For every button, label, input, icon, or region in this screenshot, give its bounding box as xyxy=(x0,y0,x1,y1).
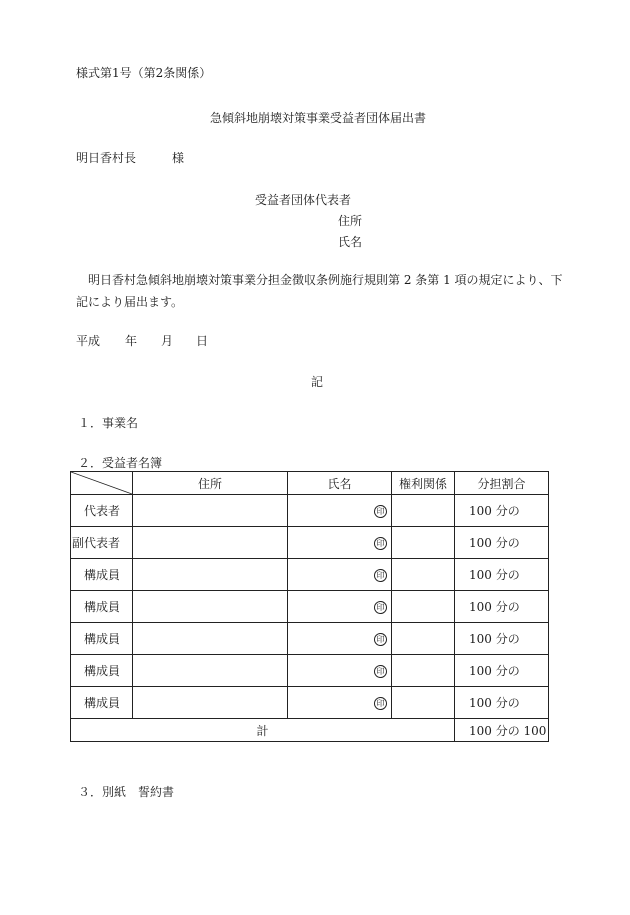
name-cell xyxy=(288,623,392,655)
address-cell xyxy=(133,527,288,559)
seal-icon: 印 xyxy=(374,697,387,710)
date-era: 平成 xyxy=(76,334,101,348)
role-cell: 構成員 xyxy=(71,655,133,687)
address-cell xyxy=(133,687,288,719)
table-row xyxy=(71,655,549,687)
role-cell: 構成員 xyxy=(71,623,133,655)
header-name: 氏名 xyxy=(288,472,392,495)
address-cell xyxy=(133,623,288,655)
share-cell: 100 分の xyxy=(455,527,549,559)
total-value: 100 分の 100 xyxy=(455,719,549,742)
role-cell: 構成員 xyxy=(71,559,133,591)
rights-cell xyxy=(392,559,455,591)
seal-icon: 印 xyxy=(374,505,387,518)
representative-label: 受益者団体代表者 xyxy=(255,193,352,207)
table-row xyxy=(71,527,549,559)
name-cell xyxy=(288,655,392,687)
table-row xyxy=(71,495,549,527)
name-label: 氏名 xyxy=(338,235,363,249)
rights-cell xyxy=(392,495,455,527)
header-address: 住所 xyxy=(133,472,288,495)
header-rights: 権利関係 xyxy=(392,472,455,495)
role-cell: 構成員 xyxy=(71,591,133,623)
address-cell xyxy=(133,655,288,687)
rights-cell xyxy=(392,687,455,719)
share-cell: 100 分の xyxy=(455,623,549,655)
item-project-name: １．事業名 xyxy=(78,416,139,430)
name-cell xyxy=(288,495,392,527)
seal-icon: 印 xyxy=(374,633,387,646)
seal-icon: 印 xyxy=(374,569,387,582)
beneficiary-table xyxy=(70,471,549,742)
addressee-name: 明日香村長 xyxy=(76,151,137,165)
table-row xyxy=(71,559,549,591)
date-month: 月 xyxy=(161,334,174,348)
header-corner-cell xyxy=(71,472,133,495)
name-cell xyxy=(288,527,392,559)
name-cell xyxy=(288,559,392,591)
document-title: 急傾斜地崩壊対策事業受益者団体届出書 xyxy=(210,111,427,125)
body-text-line2: 記により届出ます。 xyxy=(76,295,184,309)
item-beneficiary-list: ２．受益者名簿 xyxy=(78,456,163,470)
address-cell xyxy=(133,591,288,623)
body-text-line1: 明日香村急傾斜地崩壊対策事業分担金徴収条例施行規則第 2 条第 1 項の規定により、下 xyxy=(88,273,563,287)
table-row xyxy=(71,687,549,719)
address-cell xyxy=(133,495,288,527)
role-cell: 構成員 xyxy=(71,687,133,719)
seal-icon: 印 xyxy=(374,537,387,550)
table-row xyxy=(71,591,549,623)
form-number: 様式第1号（第2条関係） xyxy=(76,66,212,80)
name-cell xyxy=(288,687,392,719)
share-cell: 100 分の xyxy=(455,495,549,527)
item-pledge-attachment: ３．別紙 誓約書 xyxy=(78,785,175,799)
table-row xyxy=(71,623,549,655)
rights-cell xyxy=(392,591,455,623)
seal-icon: 印 xyxy=(374,601,387,614)
ki-heading: 記 xyxy=(311,375,324,389)
date-day: 日 xyxy=(196,334,209,348)
table-header-row xyxy=(71,472,549,495)
share-cell: 100 分の xyxy=(455,655,549,687)
address-cell xyxy=(133,559,288,591)
addressee-honorific: 様 xyxy=(172,151,185,165)
total-label: 計 xyxy=(71,719,455,742)
role-cell: 代表者 xyxy=(71,495,133,527)
address-label: 住所 xyxy=(338,214,363,228)
role-cell: 副代表者 xyxy=(71,527,133,559)
share-cell: 100 分の xyxy=(455,591,549,623)
share-cell: 100 分の xyxy=(455,559,549,591)
date-year: 年 xyxy=(125,334,138,348)
rights-cell xyxy=(392,527,455,559)
name-cell xyxy=(288,591,392,623)
diagonal-line xyxy=(71,472,132,494)
rights-cell xyxy=(392,655,455,687)
header-share: 分担割合 xyxy=(455,472,549,495)
share-cell: 100 分の xyxy=(455,687,549,719)
seal-icon: 印 xyxy=(374,665,387,678)
rights-cell xyxy=(392,623,455,655)
total-row xyxy=(71,719,549,742)
